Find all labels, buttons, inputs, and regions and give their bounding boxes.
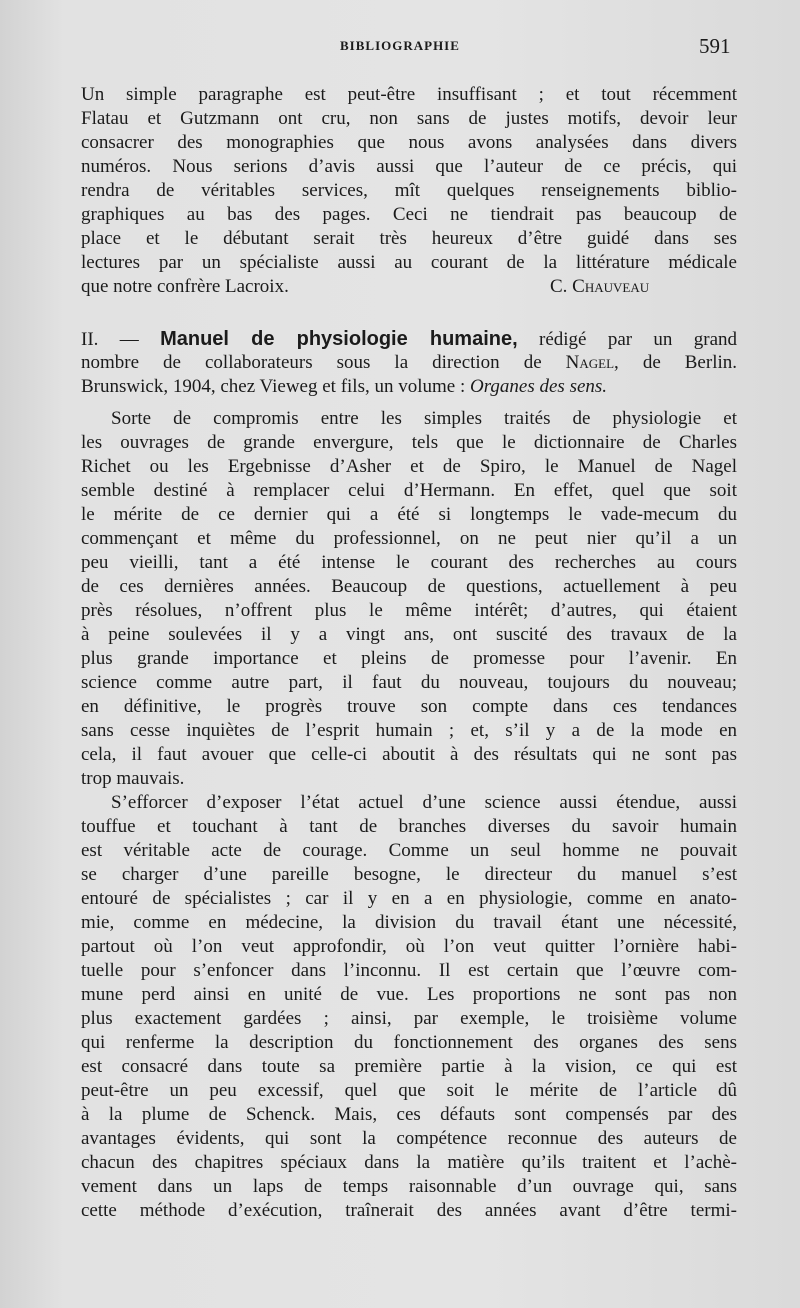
review1-line: lectures par un spécialiste aussi au courant de la littérature médicale: [81, 252, 737, 273]
paragraph-line: cette méthode d’exécution, traînerait des années avant d’être termi-: [81, 1200, 737, 1221]
paragraph-line: peu vieilli, tant a été intense le courant des recherches au cours: [81, 552, 737, 573]
paragraph-line: partout où l’on veut approfondir, où l’on veut quitter l’ornière habi-: [81, 936, 737, 957]
paragraph-line: est véritable acte de courage. Comme un seul homme ne pouvait: [81, 840, 737, 861]
review2-heading-line: [81, 375, 737, 399]
paragraph-line: chacun des chapitres spéciaux dans la matière qu’ils traitent et l’achè-: [81, 1152, 737, 1173]
paragraph-line: le mérite de ce dernier qui a été si longtemps le vade-mecum du: [81, 504, 737, 525]
paragraph-line: peut-être un peu excessif, quel que soit le mérite de l’article dû: [81, 1080, 737, 1101]
review2-heading-text: rédigé par un grand: [539, 329, 738, 350]
reviewer-signature: C. Chauveau: [550, 276, 650, 297]
review2-heading-text: nombre de collaborateurs sous la direction de: [81, 352, 542, 373]
paragraph-line: semble destiné à remplacer celui d’Hermann. En effet, quel que soit: [81, 480, 737, 501]
page-header: [0, 36, 800, 60]
paragraph-line: mune perd ainsi en unité de vue. Les proportions ne sont pas non: [81, 984, 737, 1005]
paragraph-line: sans cesse inquiètes de l’esprit humain ; et, s’il y a de la mode en: [81, 720, 737, 741]
paragraph-line: de ces dernières années. Beaucoup de questions, actuellement à peu: [81, 576, 737, 597]
paragraph-line: Richet ou les Ergebnisse d’Asher et de Spiro, le Manuel de Nagel: [81, 456, 737, 477]
paragraph-line: cela, il faut avouer que celle-ci aboutit à des résultats qui ne sont pas: [81, 744, 737, 765]
paragraph-line: trop mauvais.: [81, 768, 185, 789]
paragraph-line: les ouvrages de grande envergure, tels que le dictionnaire de Charles: [81, 432, 737, 453]
paragraph-line: à la plume de Schenck. Mais, ces défauts sont compensés par des: [81, 1104, 737, 1125]
review1-line: Un simple paragraphe est peut-être insuffisant ; et tout récemment: [81, 84, 737, 105]
review2-editor-name: Nagel,: [565, 352, 619, 373]
paragraph-line: près résolues, n’offrent plus le même intérêt; d’autres, qui étaient: [81, 600, 737, 621]
review2-heading-text: Brunswick, 1904, chez Vieweg et fils, un volume :: [81, 376, 466, 397]
paragraph-line: avantages évidents, qui sont la compétence reconnue des auteurs de: [81, 1128, 737, 1149]
paragraph-line: en définitive, le progrès trouve son compte dans ces tendances: [81, 696, 737, 717]
paragraph-line: S’efforcer d’exposer l’état actuel d’une science aussi étendue, aussi: [111, 792, 737, 813]
review1-line: place et le débutant serait très heureux d’être guidé dans ses: [81, 228, 737, 249]
paragraph-line: tuelle pour s’enfoncer dans l’inconnu. Il est certain que l’œuvre com-: [81, 960, 737, 981]
review2-heading-text: de Berlin.: [642, 352, 737, 373]
paragraph-line: commençant et même du professionnel, on ne peut nier qu’il a un: [81, 528, 737, 549]
paragraph-line: touffue et touchant à tant de branches diverses du savoir humain: [81, 816, 737, 837]
paragraph-line: à peine soulevées il y a vingt ans, ont suscité des travaux de la: [81, 624, 737, 645]
paragraph-line: vement dans un laps de temps raisonnable d’un ouvrage qui, sans: [81, 1176, 737, 1197]
review2-volume-title: Organes des sens.: [470, 376, 608, 397]
paragraph-line: science comme autre part, il faut du nouveau, toujours du nouveau;: [81, 672, 737, 693]
review1-last-line: [81, 275, 737, 299]
paragraph-line: Sorte de compromis entre les simples traités de physiologie et: [111, 408, 737, 429]
review1-line: graphiques au bas des pages. Ceci ne tiendrait pas beaucoup de: [81, 204, 737, 225]
review2-heading-line: [81, 327, 737, 351]
review2-book-title: Manuel de physiologie humaine,: [160, 328, 518, 350]
paragraph-line: plus exactement gardées ; ainsi, par exemple, le troisième volume: [81, 1008, 737, 1029]
review1-line: numéros. Nous serions d’avis aussi que l’auteur de ce précis, qui: [81, 156, 737, 177]
paragraph-line: plus grande importance et pleins de promesse pour l’avenir. En: [81, 648, 737, 669]
paragraph-line: qui renferme la description du fonctionnement des organes des sens: [81, 1032, 737, 1053]
review1-closing-text: que notre confrère Lacroix.: [81, 276, 289, 297]
review1-line: rendra de véritables services, mît quelques renseignements biblio-: [81, 180, 737, 201]
paragraph-line: mie, comme en médecine, la division du travail étant une nécessité,: [81, 912, 737, 933]
review1-line: Flatau et Gutzmann ont cru, non sans de justes motifs, devoir leur: [81, 108, 737, 129]
paragraph-line: se charger d’une pareille besogne, le directeur du manuel s’est: [81, 864, 737, 885]
page-number: 591: [699, 34, 731, 58]
running-title: BIBLIOGRAPHIE: [340, 38, 460, 53]
paragraph-line: entouré de spécialistes ; car il y en a en physiologie, comme en anato-: [81, 888, 737, 909]
review1-line: consacrer des monographies que nous avons analysées dans divers: [81, 132, 737, 153]
review2-number: II. —: [81, 329, 139, 350]
paragraph-line: est consacré dans toute sa première partie à la vision, ce qui est: [81, 1056, 737, 1077]
review2-heading-line: [81, 351, 737, 375]
